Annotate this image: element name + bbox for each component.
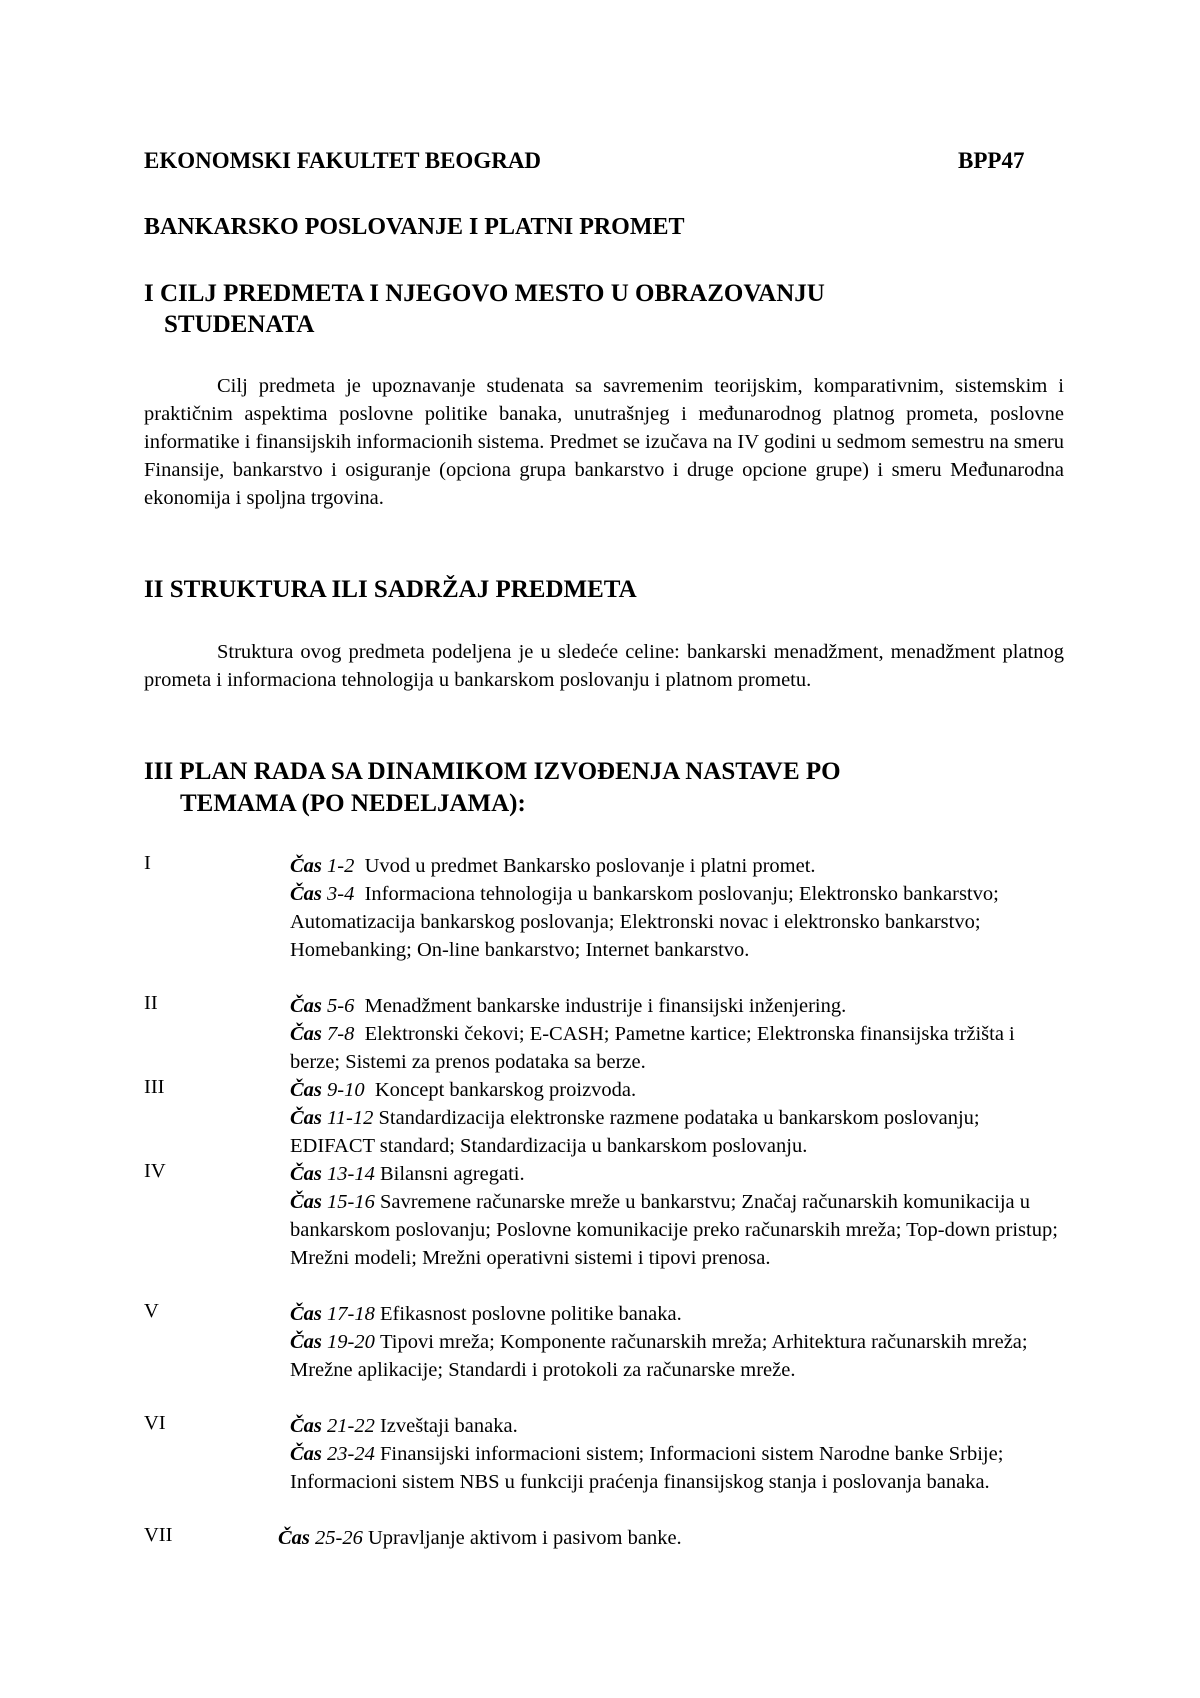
class-topic: Finansijski informacioni sistem; Informacioni sistem Narodne banke Srbije; Informacioni sistem NBS u funkciji praćenja finansijskog stanja i poslovanja banaka. [290,1443,1004,1493]
class-number: Čas 13-14 [290,1163,375,1185]
class-entry [290,1300,1060,1328]
week-label: II [144,992,158,1014]
class-topic: Uvod u predmet Bankarsko poslovanje i platni promet. [364,855,816,877]
class-topic: Informaciona tehnologija u bankarskom poslovanju; Elektronsko bankarstvo; Automatizacija bankarskog poslovanja; Elektronski novac i elektronsko bankarstvo; Homebanking; On-line bankarstvo; Internet bankarstvo. [290,883,999,961]
section2-paragraph: Struktura ovog predmeta podeljena je u sledeće celine: bankarski menadžment, menadžment platnog prometa i informaciona tehnologija u bankarskom poslovanju i platnom prometu. [144,641,1064,691]
week-label: III [144,1076,165,1098]
class-topic: Efikasnost poslovne politike banaka. [379,1303,682,1325]
class-topic: Savremene računarske mreže u bankarstvu; Značaj računarskih komunikacija u bankarskom poslovanju; Poslovne komunikacije preko računarskih mreža; Top-down pristup; Mrežni modeli; Mrežni operativni sistemi i tipovi prenosa. [290,1191,1058,1269]
week-label: VII [144,1524,173,1546]
week-label: V [144,1300,159,1322]
class-topic: Standardizacija elektronske razmene podataka u bankarskom poslovanju; EDIFACT standard; Standardizacija u bankarskom poslovanju. [290,1107,980,1157]
class-number: Čas 15-16 [290,1191,375,1213]
section1-title-line2: STUDENATA [164,311,315,338]
class-number: Čas 21-22 [290,1415,375,1437]
class-number: Čas 23-24 [290,1443,375,1465]
class-entry [290,1188,1060,1272]
class-entry [290,992,1060,1020]
class-topic: Upravljanje aktivom i pasivom banke. [367,1527,682,1549]
section3-title-line1: III PLAN RADA SA DINAMIKOM IZVOĐENJA NASTAVE PO [144,758,841,785]
class-number: Čas 7-8 [290,1023,355,1045]
class-topic: Izveštaji banaka. [379,1415,518,1437]
class-entry [290,1440,1060,1496]
institution-name: EKONOMSKI FAKULTET BEOGRAD [144,148,542,173]
week-label: I [144,852,151,874]
class-entry [290,1076,1060,1104]
class-topic: Tipovi mreža; Komponente računarskih mreža; Arhitektura računarskih mreža; Mrežne aplikacije; Standardi i protokoli za računarske mreže. [290,1331,1028,1381]
class-number: Čas 1-2 [290,855,355,877]
week-label: VI [144,1412,166,1434]
class-entry [290,1328,1060,1384]
section3-title-line2: TEMAMA (PO NEDELJAMA): [180,790,526,817]
class-number: Čas 5-6 [290,995,355,1017]
class-number: Čas 19-20 [290,1331,375,1353]
class-entry [290,880,1060,964]
section1-paragraph: Cilj predmeta je upoznavanje studenata sa savremenim teorijskim, komparativnim, sistemskim i praktičnim aspektima poslovne politike banaka, unutrašnjeg i međunarodnog platnog prometa, poslovne informatike i finansijskih informacionih sistema. Predmet se izučava na IV godini u sedmom semestru na smeru Finansije, bankarstvo i osiguranje (opciona grupa bankarstvo i druge opcione grupe) i smeru Međunarodna ekonomija i spoljna trgovina. [144,375,1064,509]
class-entry [278,1524,1048,1552]
section1-title-line1: I CILJ PREDMETA I NJEGOVO MESTO U OBRAZOVANJU [144,280,825,307]
class-entry [290,1020,1060,1076]
class-number: Čas 3-4 [290,883,355,905]
class-number: Čas 17-18 [290,1303,375,1325]
class-number: Čas 11-12 [290,1107,374,1129]
class-number: Čas 25-26 [278,1527,363,1549]
course-code: BPP47 [958,148,1025,173]
course-title: BANKARSKO POSLOVANJE I PLATNI PROMET [144,214,685,240]
class-entry [290,1412,1060,1440]
week-label: IV [144,1160,166,1182]
class-entry [290,1160,1060,1188]
class-topic: Bilansni agregati. [379,1163,525,1185]
class-entry [290,1104,1060,1160]
section2-title: II STRUKTURA ILI SADRŽAJ PREDMETA [144,576,637,603]
class-topic: Menadžment bankarske industrije i finansijski inženjering. [364,995,847,1017]
class-topic: Elektronski čekovi; E-CASH; Pametne kartice; Elektronska finansijska tržišta i berze; Sistemi za prenos podataka sa berze. [290,1023,1015,1073]
class-entry [290,852,1060,880]
class-number: Čas 9-10 [290,1079,365,1101]
class-topic: Koncept bankarskog proizvoda. [374,1079,637,1101]
